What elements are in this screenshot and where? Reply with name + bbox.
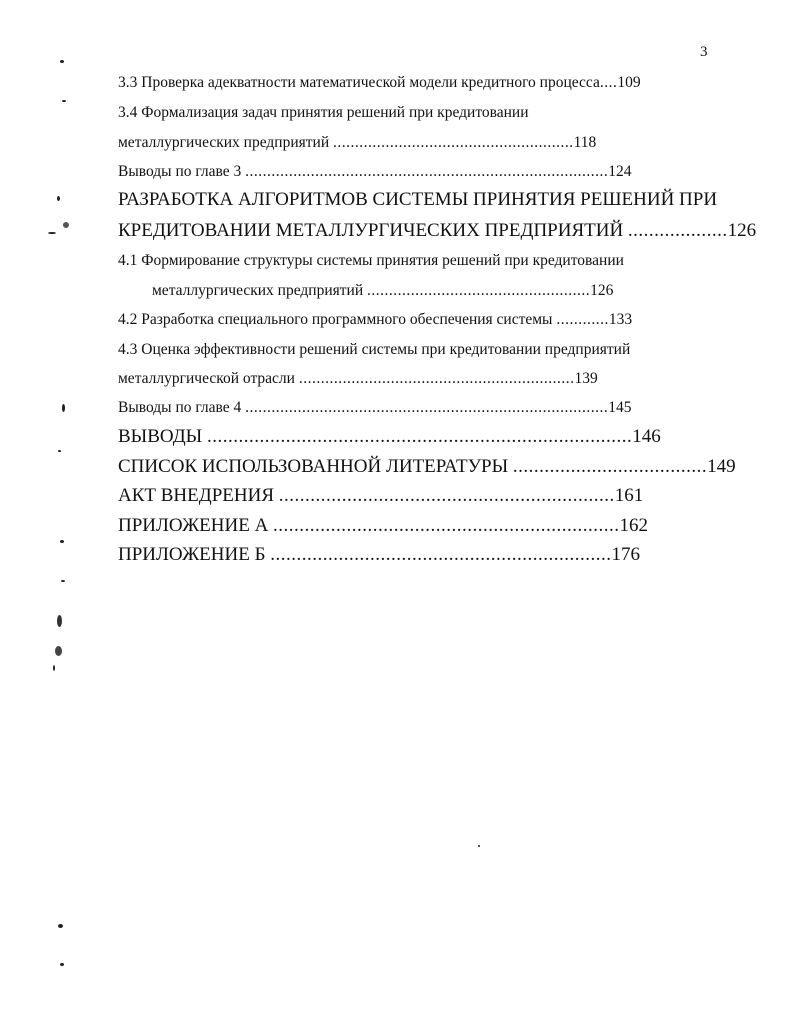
scan-speck — [57, 615, 62, 627]
toc-entry-title: ПРИЛОЖЕНИЕ Б — [118, 544, 271, 565]
toc-entry-4-3-continued[interactable] — [118, 369, 710, 389]
toc-entry-conclusions-ch4[interactable] — [118, 398, 710, 418]
scan-speck — [57, 196, 60, 201]
toc-entry-3-4[interactable] — [118, 103, 710, 123]
toc-entry-title: 3.3 Проверка адекватности математической модели кредитного процесса — [118, 74, 600, 91]
toc-leader-dots: ..................................... — [512, 456, 708, 477]
scan-speck — [48, 232, 56, 234]
toc-entry-title: РАЗРАБОТКА АЛГОРИТМОВ СИСТЕМЫ ПРИНЯТИЯ РЕШЕНИЙ ПРИ — [118, 189, 718, 210]
toc-leader-dots: ............................................................... — [298, 370, 575, 387]
page-number: 3 — [700, 44, 708, 60]
toc-entry-3-4-continued[interactable] — [118, 133, 710, 153]
toc-entry-conclusions[interactable] — [118, 425, 710, 449]
scan-speck — [60, 60, 64, 63]
scan-speck — [53, 665, 55, 671]
toc-leader-dots: ....................................................... — [333, 134, 574, 151]
toc-entry-title: ВЫВОДЫ — [118, 426, 207, 447]
toc-page-number: 124 — [608, 163, 632, 180]
toc-entry-title: металлургической отрасли — [118, 370, 299, 387]
toc-page-number: 161 — [614, 485, 644, 506]
toc-page-number: 118 — [573, 134, 597, 151]
toc-page-number: 133 — [608, 311, 633, 328]
toc-entry-3-3[interactable] — [118, 73, 710, 93]
toc-entry-title: СПИСОК ИСПОЛЬЗОВАННОЙ ЛИТЕРАТУРЫ — [118, 456, 513, 477]
toc-page-number: 126 — [727, 220, 757, 241]
scan-speck — [478, 845, 480, 847]
toc-leader-dots: ................................................................................. — [206, 426, 633, 447]
toc-leader-dots: ................................................................................... — [245, 399, 609, 416]
toc-entry-appendix-b[interactable] — [118, 543, 710, 567]
toc-page-number: 176 — [611, 544, 640, 565]
scan-speck — [60, 540, 64, 543]
toc-entry-4-2[interactable] — [118, 310, 710, 330]
toc-entry-implementation-act[interactable] — [118, 484, 710, 508]
toc-entry-4-1[interactable] — [118, 251, 710, 271]
toc-entry-title: 4.2 Разработка специального программного обеспечения системы — [118, 311, 557, 328]
toc-entry-appendix-a[interactable] — [118, 514, 710, 538]
toc-entry-title: металлургических предприятий — [118, 134, 333, 151]
scan-speck — [58, 450, 61, 452]
toc-page-number: 146 — [632, 426, 661, 447]
toc-entry-conclusions-ch3[interactable] — [118, 162, 710, 182]
toc-entry-title: металлургических предприятий — [152, 282, 367, 299]
toc-leader-dots: .... — [599, 74, 618, 91]
toc-page-number: 109 — [617, 74, 641, 91]
toc-leader-dots: ................... — [627, 220, 728, 241]
toc-entry-4-3[interactable] — [118, 340, 710, 360]
toc-page-number: 162 — [619, 515, 649, 536]
toc-entry-title: Выводы по главе 3 — [118, 163, 246, 180]
toc-page-number: 126 — [590, 282, 614, 299]
toc-chapter-4-heading-continued[interactable] — [118, 219, 757, 243]
toc-chapter-4-heading[interactable] — [118, 188, 718, 212]
toc-entry-title: 3.4 Формализация задач принятия решений при кредитовании — [118, 104, 529, 121]
toc-entry-title: Выводы по главе 4 — [118, 399, 246, 416]
toc-page-number: 145 — [608, 399, 632, 416]
scan-speck — [62, 100, 66, 102]
toc-leader-dots: ................................................... — [367, 282, 591, 299]
toc-entry-4-1-continued[interactable] — [152, 281, 710, 301]
toc-entry-title: 4.3 Оценка эффективности решений системы при кредитовании предприятий — [118, 341, 631, 358]
scan-speck — [58, 924, 63, 928]
scan-speck — [63, 222, 69, 228]
toc-entry-title: КРЕДИТОВАНИИ МЕТАЛЛУРГИЧЕСКИХ ПРЕДПРИЯТИЙ — [118, 220, 628, 241]
toc-entry-references[interactable] — [118, 455, 736, 479]
toc-page-number: 139 — [574, 370, 598, 387]
toc-leader-dots: ................................................................ — [278, 485, 615, 506]
scan-speck — [62, 404, 65, 412]
scan-speck — [60, 963, 64, 966]
toc-entry-title: ПРИЛОЖЕНИЕ А — [118, 515, 274, 536]
toc-leader-dots: ................................................................................... — [245, 163, 609, 180]
toc-leader-dots: .................................................................. — [273, 515, 620, 536]
toc-leader-dots: ................................................................. — [270, 544, 612, 565]
toc-entry-title: АКТ ВНЕДРЕНИЯ — [118, 485, 279, 506]
toc-page-number: 149 — [707, 456, 736, 477]
scan-speck — [61, 580, 65, 582]
toc-entry-title: 4.1 Формирование структуры системы принятия решений при кредитовании — [118, 252, 624, 269]
scan-speck — [55, 646, 62, 656]
toc-leader-dots: ............ — [556, 311, 609, 328]
